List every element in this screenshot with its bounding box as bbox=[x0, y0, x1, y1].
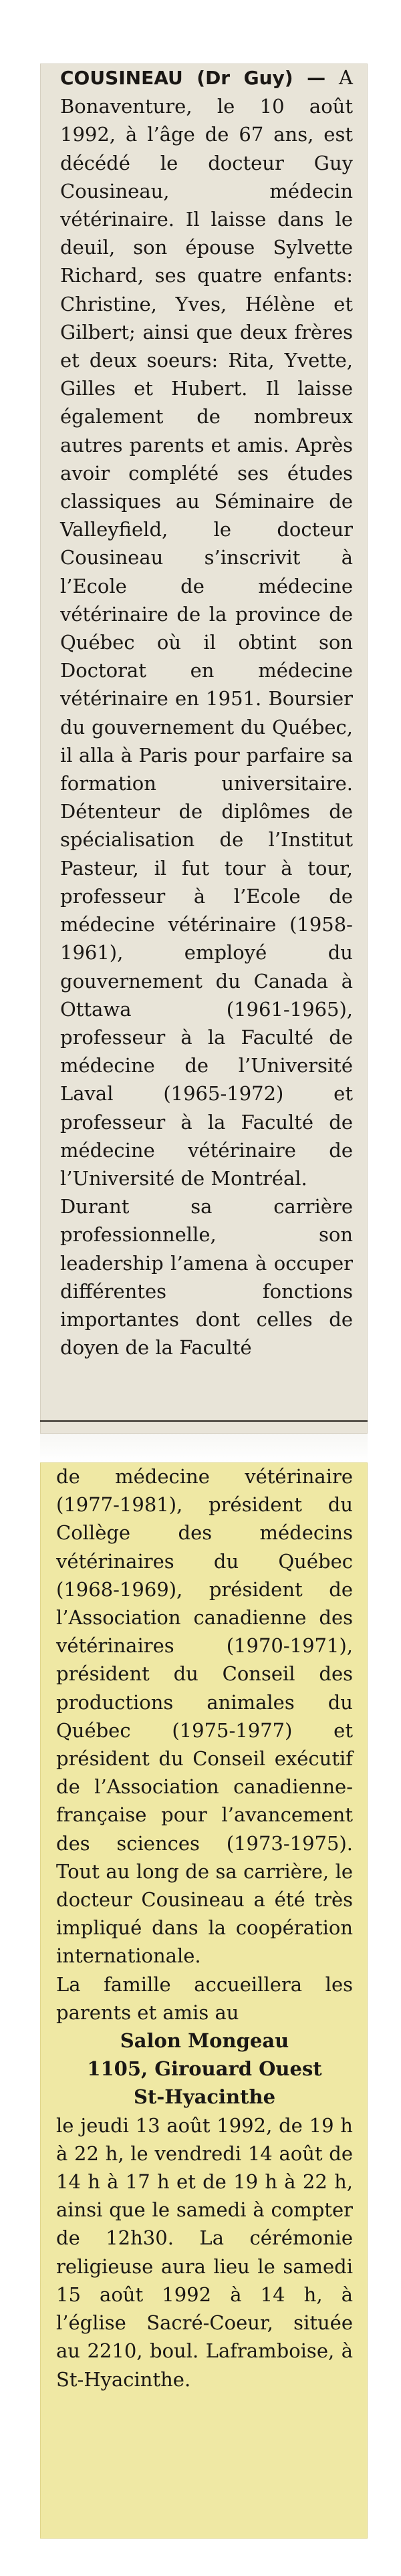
obituary-paragraph-1-container bbox=[60, 63, 353, 1192]
funeral-home-street: 1105, Girouard Ouest bbox=[87, 2057, 322, 2081]
clipping-gap bbox=[40, 1434, 368, 1462]
obituary-paragraph-2-part-2: de médecine vétérinaire (1977-1981), président du Collège des médecins vétérinaires du Québec (1968-1969), président de l’Association canadienne des vétérinaires (1970-1971), président du Conseil des productions animales du Québec (1975-1977) et président du Conseil exécutif de l’Association canadienne-française pour l’avancement des sciences (1973-1975). Tout au long de sa carrière, le docteur Cousineau a été très impliqué dans la coopération internationale. bbox=[56, 1465, 353, 1968]
obituary-clipping-top bbox=[40, 63, 368, 1434]
obituary-paragraph-1: A Bonaventure, le 10 août 1992, à l’âge de 67 ans, est décédé le docteur Guy Cousineau, médecin vétérinaire. Il laisse dans le deuil, son épouse Sylvette Richard, ses quatre enfants: Christine, Yves, Hélène et Gilbert; ainsi que deux frères et deux soeurs: Rita, Yvette, Gilles et Hubert. Il laisse également de nombreux autres parents et amis. Après avoir complété ses études classiques au Séminaire de Valleyfield, le docteur Cousineau s’inscrivit à l’Ecole de médecine vétérinaire de la province de Québec où il obtint son Doctorat en médecine vétérinaire en 1951. Boursier du gouvernement du Québec, il alla à Paris pour parfaire sa formation universitaire. Détenteur de diplômes de spécialisation de l’Institut Pasteur, il fut tour à tour, professeur à l’Ecole de médecine vétérinaire (1958-1961), employé du gouvernement du Canada à Ottawa (1961-1965), professeur à la Faculté de médecine de l’Université Laval (1965-1972) et professeur à la Faculté de médecine vétérinaire de l’Université de Montréal. bbox=[60, 66, 353, 1190]
obituary-clipping-bottom bbox=[40, 1462, 368, 2539]
funeral-home-name: Salon Mongeau bbox=[120, 2029, 289, 2053]
obituary-name-lead: COUSINEAU (Dr Guy) — bbox=[60, 67, 326, 89]
obituary-paragraph-4: le jeudi 13 août 1992, de 19 h à 22 h, le vendredi 14 août de 14 h à 17 h et de 19 h à 22 h, ainsi que le samedi à compter de 12h30. La cérémonie religieuse aura lieu le samedi 15 août 1992 à 14 h, à l’église Sacré-Coeur, située au 2210, boul. Laframboise, à St-Hyacinthe. bbox=[56, 2113, 353, 2391]
clipping-bottom-rule bbox=[40, 1420, 368, 1422]
obituary-paragraph-3: La famille accueillera les parents et amis au bbox=[56, 1972, 353, 2024]
obituary-paragraph-2-part-1: Durant sa carrière professionnelle, son leadership l’amena à occuper différentes fonctions importantes dont celles de doyen de la Faculté bbox=[60, 1195, 353, 1360]
funeral-home-city: St-Hyacinthe bbox=[133, 2085, 276, 2109]
